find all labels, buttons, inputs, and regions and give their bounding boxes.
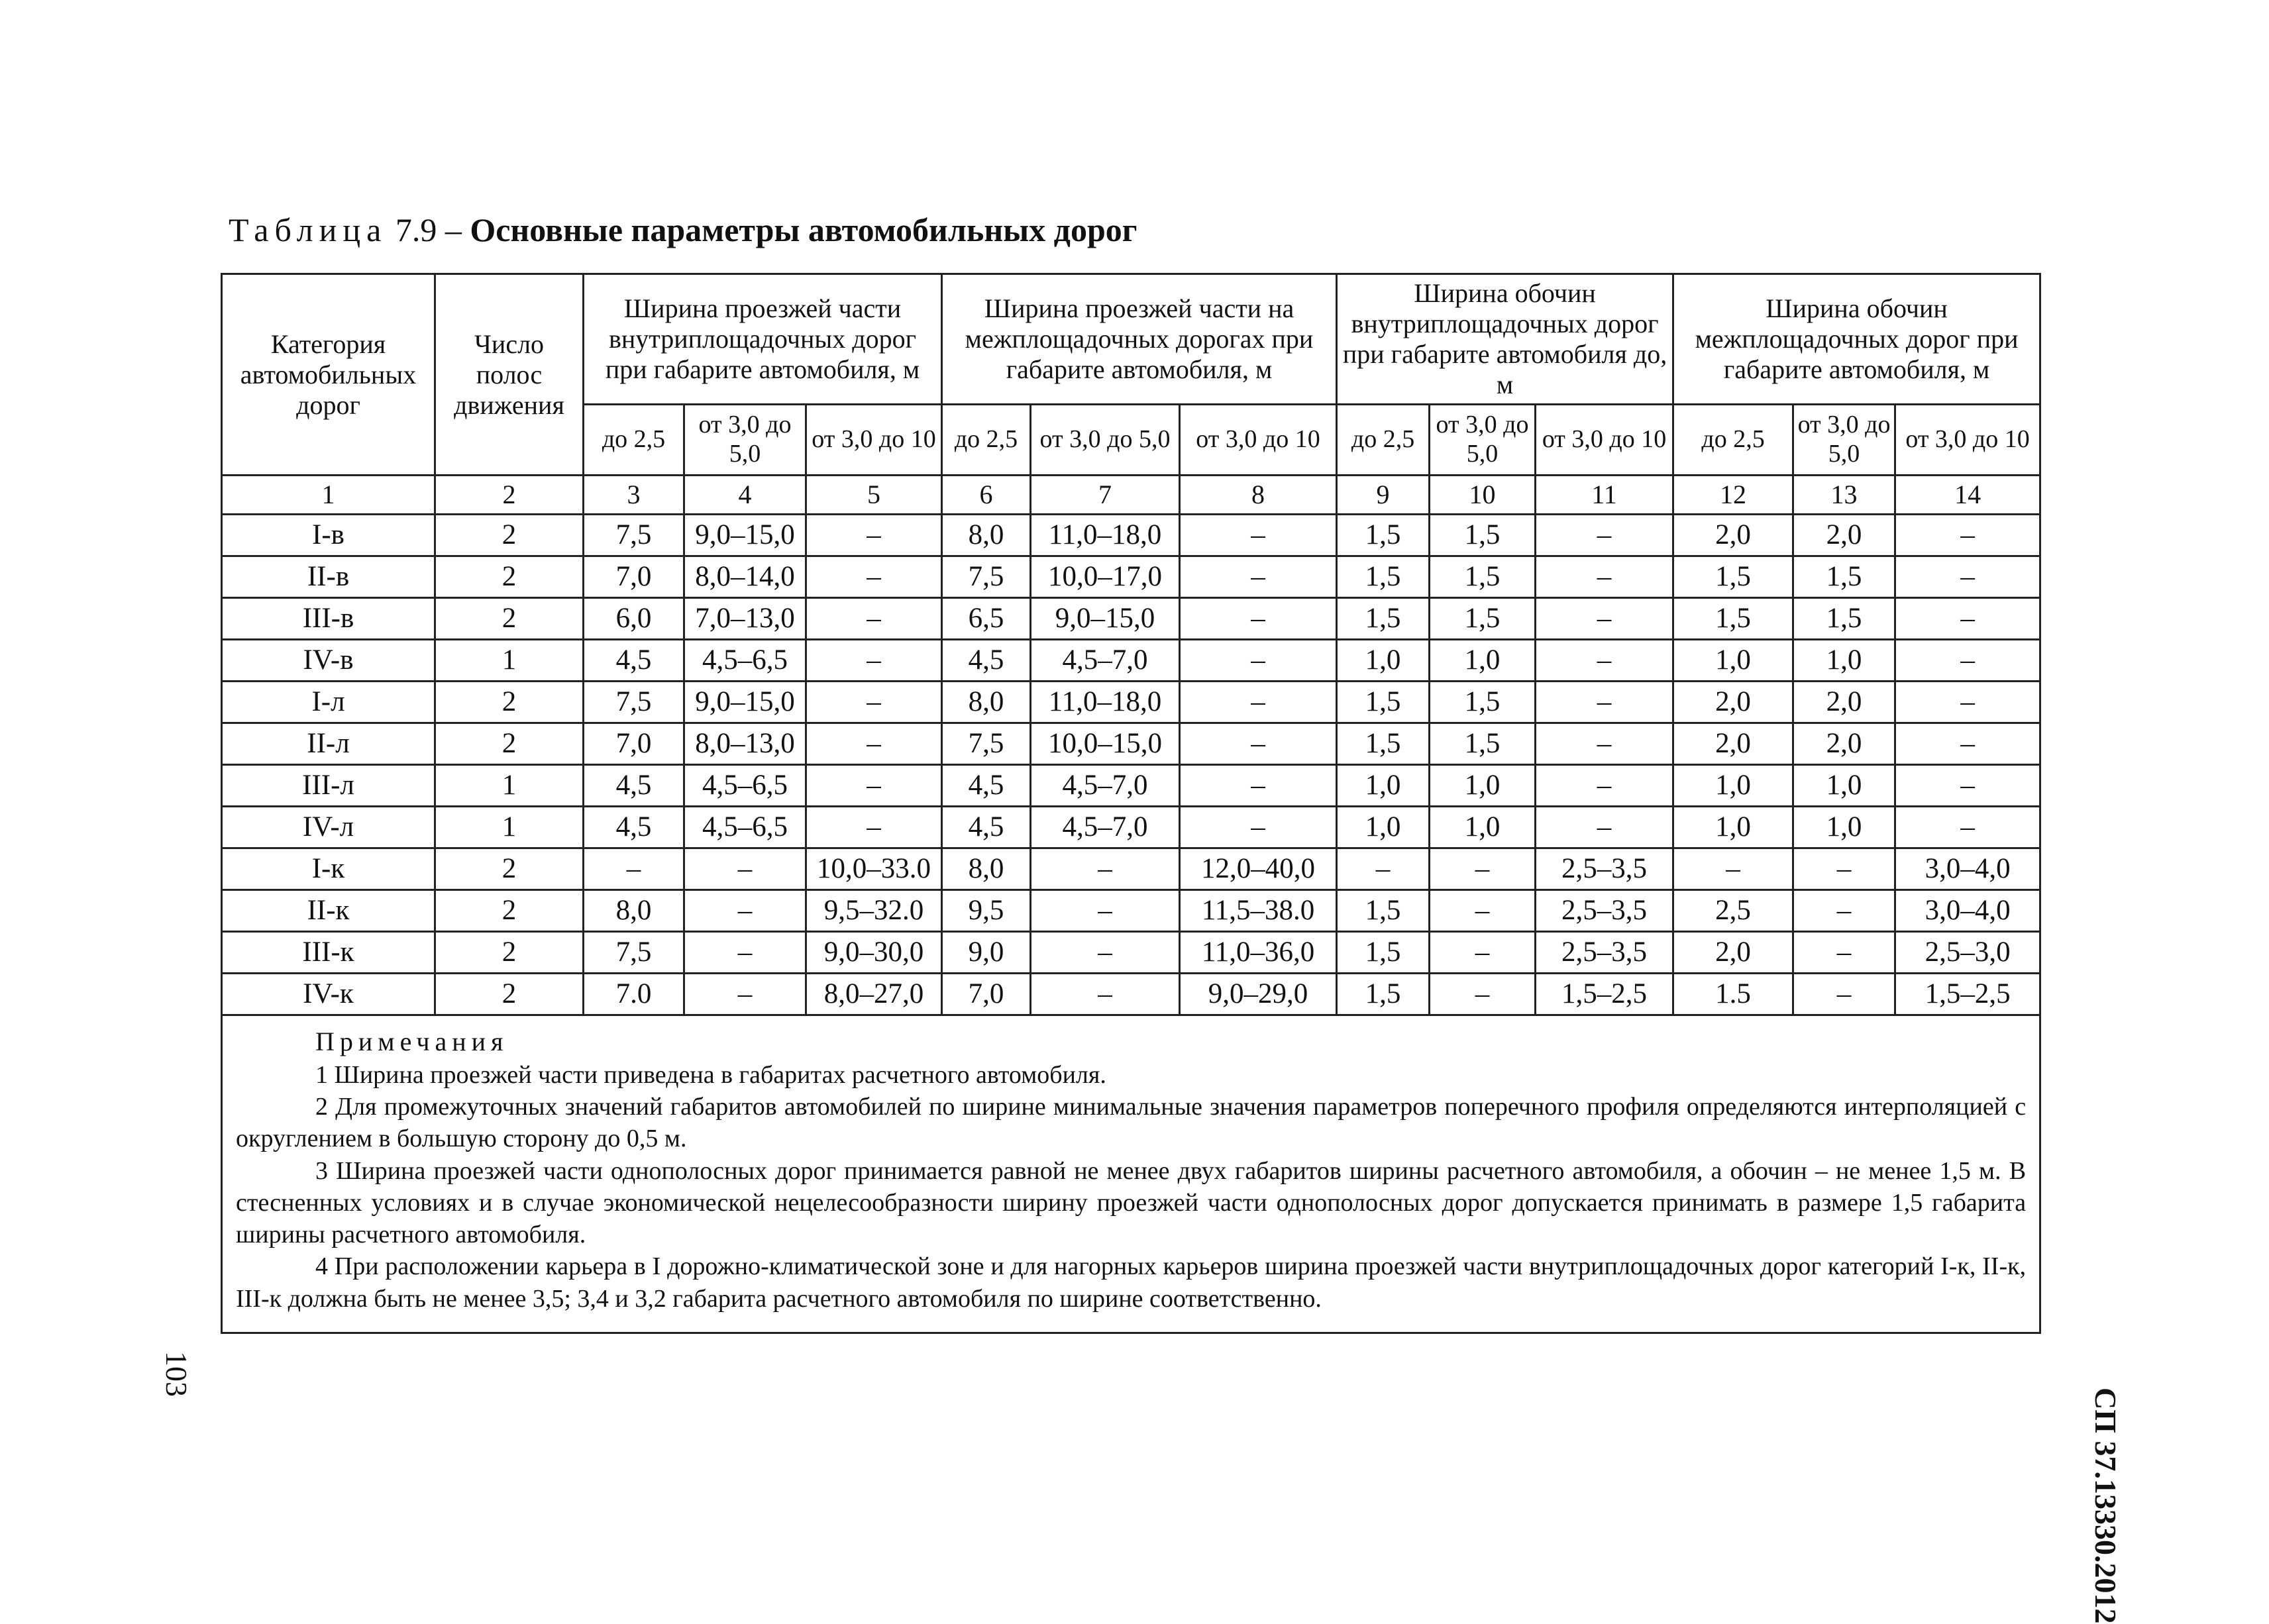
value-cell: 1,0	[1430, 765, 1536, 807]
value-cell: 8,0	[942, 515, 1031, 556]
header-group-inner-shoulder: Ширина обочин внутриплощадочных дорог при габарите автомобиля до, м	[1337, 274, 1673, 405]
column-number: 3	[584, 476, 684, 515]
value-cell: 6,5	[942, 598, 1031, 640]
column-number: 8	[1180, 476, 1337, 515]
value-cell: 1.5	[1673, 974, 1793, 1015]
value-cell: –	[806, 515, 942, 556]
value-cell: 7,0	[584, 723, 684, 765]
header-group-inter-shoulder: Ширина обочин межплощадочных дорог при габарите автомобиля, м	[1673, 274, 2040, 405]
value-cell: –	[1031, 890, 1180, 932]
value-cell: 4,5	[584, 640, 684, 682]
column-number: 6	[942, 476, 1031, 515]
notes-row	[222, 1015, 2040, 1333]
value-cell: 4,5–7,0	[1031, 765, 1180, 807]
header-group-inter-carriageway: Ширина проезжей части на межплощадочных дорогах при габарите автомобиля, м	[942, 274, 1337, 405]
value-cell: 7,0	[942, 974, 1031, 1015]
value-cell: 2,0	[1673, 682, 1793, 723]
table-row	[222, 682, 2040, 723]
page-number: 103	[160, 1351, 193, 1397]
value-cell: –	[684, 848, 806, 890]
value-cell: 2,5	[1673, 890, 1793, 932]
value-cell: –	[1793, 848, 1895, 890]
table-row	[222, 932, 2040, 974]
value-cell: 11,0–18,0	[1031, 515, 1180, 556]
value-cell: 8,0–27,0	[806, 974, 942, 1015]
value-cell: –	[1180, 598, 1337, 640]
subheader-cell: до 2,5	[1337, 405, 1430, 476]
value-cell: 8,0	[584, 890, 684, 932]
value-cell: 1,5	[1430, 682, 1536, 723]
header-category: Категория автомобильных дорог	[222, 274, 435, 476]
value-cell: 2,0	[1793, 682, 1895, 723]
value-cell: 2	[435, 682, 584, 723]
column-number: 9	[1337, 476, 1430, 515]
value-cell: –	[684, 890, 806, 932]
value-cell: 1,5	[1430, 723, 1536, 765]
table-title-label: Таблица	[229, 211, 388, 248]
value-cell: 2	[435, 890, 584, 932]
subheader-cell: от 3,0 до 10	[1536, 405, 1673, 476]
value-cell: 7,5	[584, 515, 684, 556]
value-cell: 1,5–2,5	[1895, 974, 2040, 1015]
category-cell: IV-в	[222, 640, 435, 682]
table-row	[222, 640, 2040, 682]
value-cell: 2,5–3,5	[1536, 890, 1673, 932]
value-cell: –	[1793, 974, 1895, 1015]
subheader-cell: до 2,5	[942, 405, 1031, 476]
category-cell: III-в	[222, 598, 435, 640]
value-cell: –	[1430, 848, 1536, 890]
value-cell: 1,5	[1337, 598, 1430, 640]
value-cell: –	[806, 682, 942, 723]
table-row	[222, 723, 2040, 765]
value-cell: 2,0	[1673, 932, 1793, 974]
value-cell: 1,5	[1337, 556, 1430, 598]
value-cell: 1,0	[1793, 807, 1895, 848]
table-row	[222, 765, 2040, 807]
value-cell: –	[1895, 723, 2040, 765]
table-row	[222, 848, 2040, 890]
value-cell: 3,0–4,0	[1895, 890, 2040, 932]
value-cell: 1,0	[1337, 640, 1430, 682]
table-row	[222, 890, 2040, 932]
value-cell: –	[1536, 515, 1673, 556]
value-cell: –	[1031, 848, 1180, 890]
value-cell: 1,5	[1673, 556, 1793, 598]
value-cell: 7,5	[584, 682, 684, 723]
value-cell: –	[1536, 598, 1673, 640]
value-cell: –	[806, 765, 942, 807]
header-lanes: Число полос движения	[435, 274, 584, 476]
value-cell: 4,5–6,5	[684, 765, 806, 807]
value-cell: 2,5–3,5	[1536, 848, 1673, 890]
value-cell: –	[1895, 807, 2040, 848]
value-cell: 1,5	[1337, 974, 1430, 1015]
value-cell: –	[1536, 682, 1673, 723]
value-cell: 1,0	[1430, 807, 1536, 848]
value-cell: –	[806, 640, 942, 682]
category-cell: II-л	[222, 723, 435, 765]
value-cell: –	[1031, 932, 1180, 974]
value-cell: –	[1895, 765, 2040, 807]
column-number: 12	[1673, 476, 1793, 515]
value-cell: 2	[435, 515, 584, 556]
value-cell: –	[1180, 682, 1337, 723]
value-cell: –	[1337, 848, 1430, 890]
table-row	[222, 807, 2040, 848]
value-cell: 1,5–2,5	[1536, 974, 1673, 1015]
value-cell: 4,5–6,5	[684, 807, 806, 848]
value-cell: 4,5–6,5	[684, 640, 806, 682]
value-cell: 4,5	[942, 765, 1031, 807]
document-code: СП 37.13330.2012	[2089, 1388, 2123, 1624]
value-cell: 9,0–15,0	[684, 682, 806, 723]
value-cell: –	[1536, 556, 1673, 598]
column-number: 11	[1536, 476, 1673, 515]
subheader-cell: от 3,0 до 10	[806, 405, 942, 476]
category-cell: IV-л	[222, 807, 435, 848]
value-cell: –	[1536, 807, 1673, 848]
value-cell: 2	[435, 974, 584, 1015]
column-number: 10	[1430, 476, 1536, 515]
value-cell: 2	[435, 932, 584, 974]
value-cell: 7,5	[942, 723, 1031, 765]
header-row	[222, 274, 2040, 405]
value-cell: –	[1673, 848, 1793, 890]
value-cell: 1,5	[1337, 682, 1430, 723]
value-cell: 7,5	[942, 556, 1031, 598]
subheader-cell: от 3,0 до 10	[1180, 405, 1337, 476]
value-cell: 1,5	[1430, 598, 1536, 640]
value-cell: –	[1180, 723, 1337, 765]
value-cell: 1,0	[1673, 765, 1793, 807]
value-cell: –	[806, 556, 942, 598]
value-cell: 9,0–30,0	[806, 932, 942, 974]
value-cell: 1,0	[1337, 807, 1430, 848]
category-cell: IV-к	[222, 974, 435, 1015]
value-cell: 1,5	[1793, 556, 1895, 598]
subheader-cell: от 3,0 до 5,0	[1430, 405, 1536, 476]
value-cell: 6,0	[584, 598, 684, 640]
value-cell: 1,0	[1337, 765, 1430, 807]
note-item: 3 Ширина проезжей части однополосных дорог принимается равной не менее двух габаритов ширины расчетного автомобиля, а обочин – не менее 1,5 м. В стесненных условиях и в случае экономической нецелесообразности ширину проезжей части однополосных дорог допускается принимать в размере 1,5 габарита ширины расчетного автомобиля.	[236, 1156, 2027, 1249]
value-cell: 2,0	[1793, 723, 1895, 765]
value-cell: 10,0–17,0	[1031, 556, 1180, 598]
notes-cell	[222, 1015, 2040, 1333]
column-number: 13	[1793, 476, 1895, 515]
value-cell: 1,0	[1793, 640, 1895, 682]
value-cell: 1,5	[1430, 515, 1536, 556]
category-cell: I-л	[222, 682, 435, 723]
table-title	[229, 211, 1137, 249]
value-cell: –	[1430, 932, 1536, 974]
column-number: 14	[1895, 476, 2040, 515]
value-cell: –	[1793, 932, 1895, 974]
value-cell: –	[1793, 890, 1895, 932]
notes-heading: Примечания	[315, 1027, 509, 1056]
value-cell: 11,0–36,0	[1180, 932, 1337, 974]
value-cell: 8,0	[942, 848, 1031, 890]
note-item: 1 Ширина проезжей части приведена в габаритах расчетного автомобиля.	[315, 1060, 1106, 1089]
value-cell: 1,5	[1793, 598, 1895, 640]
value-cell: 1,5	[1337, 890, 1430, 932]
value-cell: 1	[435, 640, 584, 682]
value-cell: 1,5	[1337, 515, 1430, 556]
value-cell: –	[1536, 765, 1673, 807]
value-cell: 1,5	[1430, 556, 1536, 598]
value-cell: 4,5	[584, 765, 684, 807]
value-cell: 3,0–4,0	[1895, 848, 2040, 890]
table-title-text: Основные параметры автомобильных дорог	[470, 211, 1137, 248]
table-row	[222, 556, 2040, 598]
value-cell: –	[684, 932, 806, 974]
category-cell: II-в	[222, 556, 435, 598]
value-cell: –	[1180, 807, 1337, 848]
value-cell: 8,0	[942, 682, 1031, 723]
value-cell: 9,0–15,0	[1031, 598, 1180, 640]
value-cell: 1,0	[1673, 807, 1793, 848]
value-cell: 2	[435, 598, 584, 640]
column-number: 2	[435, 476, 584, 515]
value-cell: –	[1180, 640, 1337, 682]
column-number: 7	[1031, 476, 1180, 515]
column-number: 4	[684, 476, 806, 515]
value-cell: 8,0–14,0	[684, 556, 806, 598]
value-cell: 11,5–38.0	[1180, 890, 1337, 932]
category-cell: III-л	[222, 765, 435, 807]
category-cell: III-к	[222, 932, 435, 974]
value-cell: –	[1536, 723, 1673, 765]
value-cell: 11,0–18,0	[1031, 682, 1180, 723]
value-cell: 2,0	[1673, 723, 1793, 765]
value-cell: 10,0–15,0	[1031, 723, 1180, 765]
header-group-inner-carriageway: Ширина проезжей части внутриплощадочных дорог при габарите автомобиля, м	[584, 274, 942, 405]
parameters-table	[221, 273, 2041, 1334]
column-number: 5	[806, 476, 942, 515]
value-cell: 12,0–40,0	[1180, 848, 1337, 890]
subheader-cell: до 2,5	[584, 405, 684, 476]
value-cell: 7,0	[584, 556, 684, 598]
value-cell: –	[1895, 598, 2040, 640]
value-cell: 4,5–7,0	[1031, 807, 1180, 848]
value-cell: –	[1895, 556, 2040, 598]
table-row	[222, 515, 2040, 556]
value-cell: 2,0	[1673, 515, 1793, 556]
table-row	[222, 974, 2040, 1015]
value-cell: 9,5	[942, 890, 1031, 932]
subheader-cell: от 3,0 до 5,0	[1793, 405, 1895, 476]
table-row	[222, 598, 2040, 640]
column-number: 1	[222, 476, 435, 515]
value-cell: 4,5	[942, 807, 1031, 848]
value-cell: 2,0	[1793, 515, 1895, 556]
subheader-cell: до 2,5	[1673, 405, 1793, 476]
value-cell: 2	[435, 723, 584, 765]
value-cell: 8,0–13,0	[684, 723, 806, 765]
value-cell: –	[806, 807, 942, 848]
category-cell: II-к	[222, 890, 435, 932]
subheader-cell: от 3,0 до 5,0	[1031, 405, 1180, 476]
value-cell: 9,0–29,0	[1180, 974, 1337, 1015]
value-cell: 2,5–3,0	[1895, 932, 2040, 974]
subheader-cell: от 3,0 до 10	[1895, 405, 2040, 476]
value-cell: 1	[435, 807, 584, 848]
note-item: 4 При расположении карьера в I дорожно-климатической зоне и для нагорных карьеров ширина проезжей части внутриплощадочных дорог категорий I-к, II-к, III-к должна быть не менее 3,5; 3,4 и 3,2 габарита расчетного автомобиля по ширине соответственно.	[236, 1252, 2027, 1313]
value-cell: 9,0	[942, 932, 1031, 974]
value-cell: –	[1895, 640, 2040, 682]
value-cell: 10,0–33.0	[806, 848, 942, 890]
value-cell: 2	[435, 556, 584, 598]
value-cell: –	[684, 974, 806, 1015]
value-cell: –	[1430, 974, 1536, 1015]
value-cell: 1,0	[1673, 640, 1793, 682]
value-cell: 7,0–13,0	[684, 598, 806, 640]
value-cell: 1,0	[1430, 640, 1536, 682]
value-cell: 4,5	[584, 807, 684, 848]
value-cell: 1,0	[1793, 765, 1895, 807]
value-cell: –	[1180, 515, 1337, 556]
value-cell: 1	[435, 765, 584, 807]
value-cell: 1,5	[1673, 598, 1793, 640]
category-cell: I-к	[222, 848, 435, 890]
value-cell: –	[1180, 765, 1337, 807]
value-cell: 7,5	[584, 932, 684, 974]
value-cell: –	[806, 723, 942, 765]
value-cell: 9,0–15,0	[684, 515, 806, 556]
value-cell: –	[584, 848, 684, 890]
value-cell: –	[1895, 515, 2040, 556]
category-cell: I-в	[222, 515, 435, 556]
note-item: 2 Для промежуточных значений габаритов автомобилей по ширине минимальные значения параметров поперечного профиля определяются интерполяцией с округлением в большую сторону до 0,5 м.	[236, 1093, 2027, 1153]
value-cell: 9,5–32.0	[806, 890, 942, 932]
value-cell: 7.0	[584, 974, 684, 1015]
value-cell: 2	[435, 848, 584, 890]
value-cell: –	[1536, 640, 1673, 682]
column-number-row	[222, 476, 2040, 515]
value-cell: 4,5–7,0	[1031, 640, 1180, 682]
value-cell: 1,5	[1337, 723, 1430, 765]
value-cell: 1,5	[1337, 932, 1430, 974]
value-cell: –	[1180, 556, 1337, 598]
value-cell: 4,5	[942, 640, 1031, 682]
subheader-cell: от 3,0 до 5,0	[684, 405, 806, 476]
value-cell: 2,5–3,5	[1536, 932, 1673, 974]
table-title-number: 7.9 –	[395, 211, 462, 248]
value-cell: –	[1031, 974, 1180, 1015]
value-cell: –	[1895, 682, 2040, 723]
value-cell: –	[806, 598, 942, 640]
value-cell: –	[1430, 890, 1536, 932]
